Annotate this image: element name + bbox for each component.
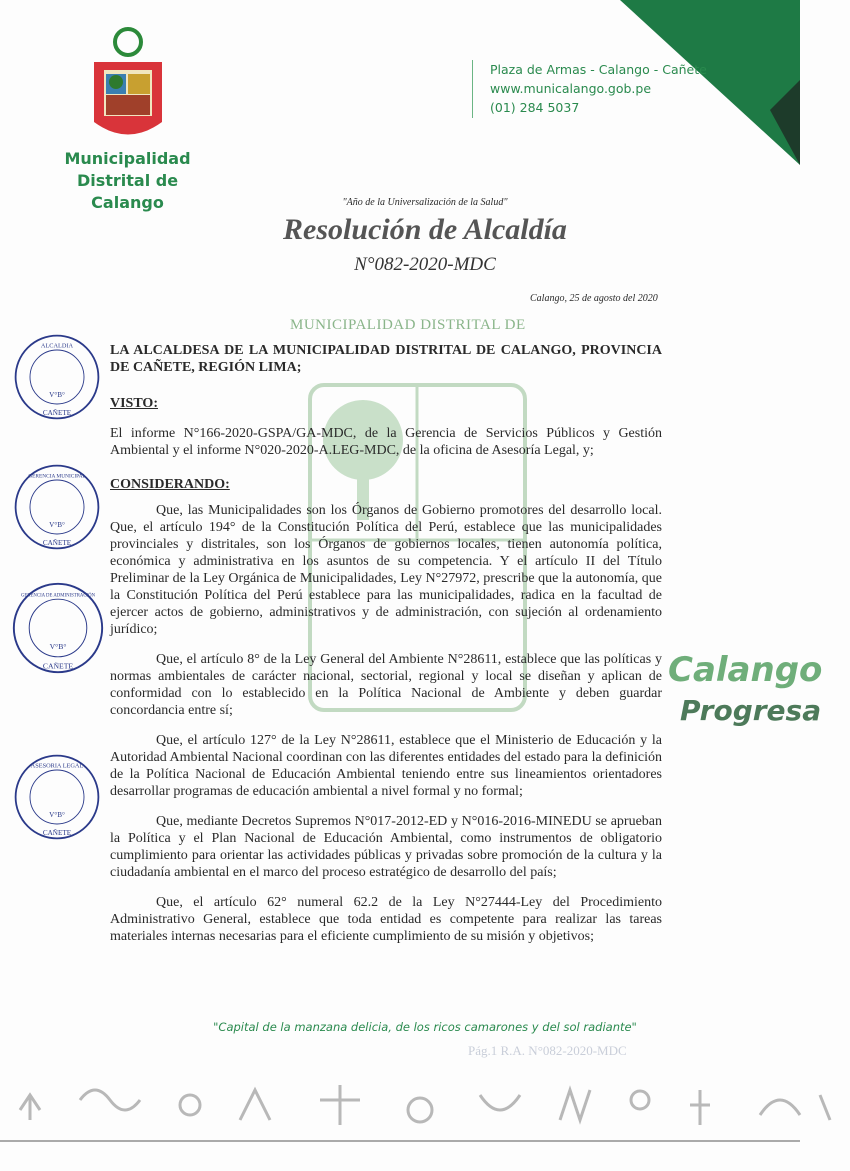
paragraph: Que, las Municipalidades son los Órganos de Gobierno promotores del desarrollo local. Que, el artículo 194° de la Constitución Política del Perú, establece que las municipalidades provinciales y distritales, son los Órganos de gobiernos locales, tienen autonomía política, económica y administrativa en los asuntos de su competencia. Y el artículo II del Título Preliminar de la Ley Orgánica de Municipalidades, Ley N°27972, prescribe que la autonomía, que la Constitución Política del Perú establece para las municipalidades, radica en la facultad de ejercer actos de gobierno, administrativos y de administración, con sujeción al ordenamiento jurídico; [110,503,662,637]
stamp-gerencia-administracion [10,580,106,676]
stamp-place: CAÑETE [42,661,74,671]
petroglyph-band-decoration [0,1070,850,1140]
footer-quote: "Capital de la manzana delicia, de los ricos camarones y del sol radiante" [213,1020,637,1034]
visto-heading: VISTO: [110,396,158,411]
page-reference: Pág.1 R.A. N°082-2020-MDC [468,1043,627,1058]
resolution-number: N°082-2020-MDC [354,254,496,275]
stamp-place: CAÑETE [42,538,72,547]
year-motto: "Año de la Universalización de la Salud" [342,197,508,208]
considerando-heading: CONSIDERANDO: [110,477,230,492]
stamp-gerencia-municipal [12,462,102,552]
stamp-vobo: V°B° [49,520,65,529]
paragraph: Que, el artículo 62° numeral 62.2 de la Ley N°27444-Ley del Procedimiento Administrativo General, establece que toda entidad es competente para realizar las tareas materiales internas necesarias para el eficiente cumplimiento de su misión y objetivos; [110,895,662,944]
document-title: Resolución de Alcaldía [283,213,567,246]
divider [472,60,473,118]
stamp-text: GERENCIA DE ADMINISTRACIÓN [20,593,96,599]
authority-heading: LA ALCALDESA DE LA MUNICIPALIDAD DISTRITAL DE CALANGO, PROVINCIA DE CAÑETE, REGIÓN LIMA; [110,343,662,375]
stamp-vobo: V°B° [49,390,65,399]
paragraph: Que, mediante Decretos Supremos N°017-2012-ED y N°016-2016-MINEDU se aprueban la Política y el Plan Nacional de Educación Ambiental, como instrumentos de obligatorio cumplimiento para orientar las actividades públicas y privadas sobre promoción de la cultura y la ciudadanía ambiental en el marco del proceso estratégico de desarrollo del país; [110,814,662,880]
paragraph: Que, el artículo 127° de la Ley N°28611, establece que el Ministerio de Educación y la Autoridad Ambiental Nacional coordinan con las diferentes entidades del estado para la definición de la Política Nacional de Educación Ambiental teniendo entre sus lineamientos orientadores desarrollar programas de educación ambiental a nivel formal y no formal; [110,733,662,799]
municipality-line-2: Distrital de Calango [76,171,179,212]
stamp-place: CAÑETE [42,828,72,837]
stamp-asesoria-legal [12,752,102,842]
document-date: Calango, 25 de agosto del 2020 [530,293,658,304]
phone: (01) 284 5037 [490,100,580,115]
watermark-slogan-2: Progresa [680,694,822,727]
address: Plaza de Armas - Calango - Cañete [490,62,707,77]
stamp-place: CAÑETE [42,408,72,417]
website-link[interactable]: www.municalango.gob.pe [490,81,652,96]
stamp-text: GERENCIA MUNICIPAL [28,473,86,480]
stamp-text: ALCALDIA [40,342,74,350]
watermark-text: MUNICIPALIDAD DISTRITAL DE [290,317,526,333]
footer-rule [0,1140,800,1142]
document-body [110,342,662,945]
municipal-crest-logo [88,22,168,150]
stamp-alcaldia [12,332,102,422]
paragraph: Que, el artículo 8° de la Ley General del Ambiente N°28611, establece que las políticas y normas ambientales de carácter nacional, sectorial, regional y local se diseñan y aplican de conformidad con lo establecido en la Política Nacional de Ambiente y deben guardar concordancia entre sí; [110,652,662,718]
stamp-vobo: V°B° [49,642,67,652]
watermark-slogan-1: Calango [668,650,823,690]
contact-info [490,60,707,117]
municipality-line-1: Municipalidad [64,149,191,168]
visto-text: El informe N°166-2020-GSPA/GA-MDC, de la Gerencia de Servicios Públicos y Gestión Ambiental y el informe N°020-2020-A.LEG-MDC, de la oficina de Asesoría Legal, y; [110,426,662,458]
stamp-vobo: V°B° [49,810,65,819]
stamp-text: ASESORIA LEGAL [30,762,84,770]
